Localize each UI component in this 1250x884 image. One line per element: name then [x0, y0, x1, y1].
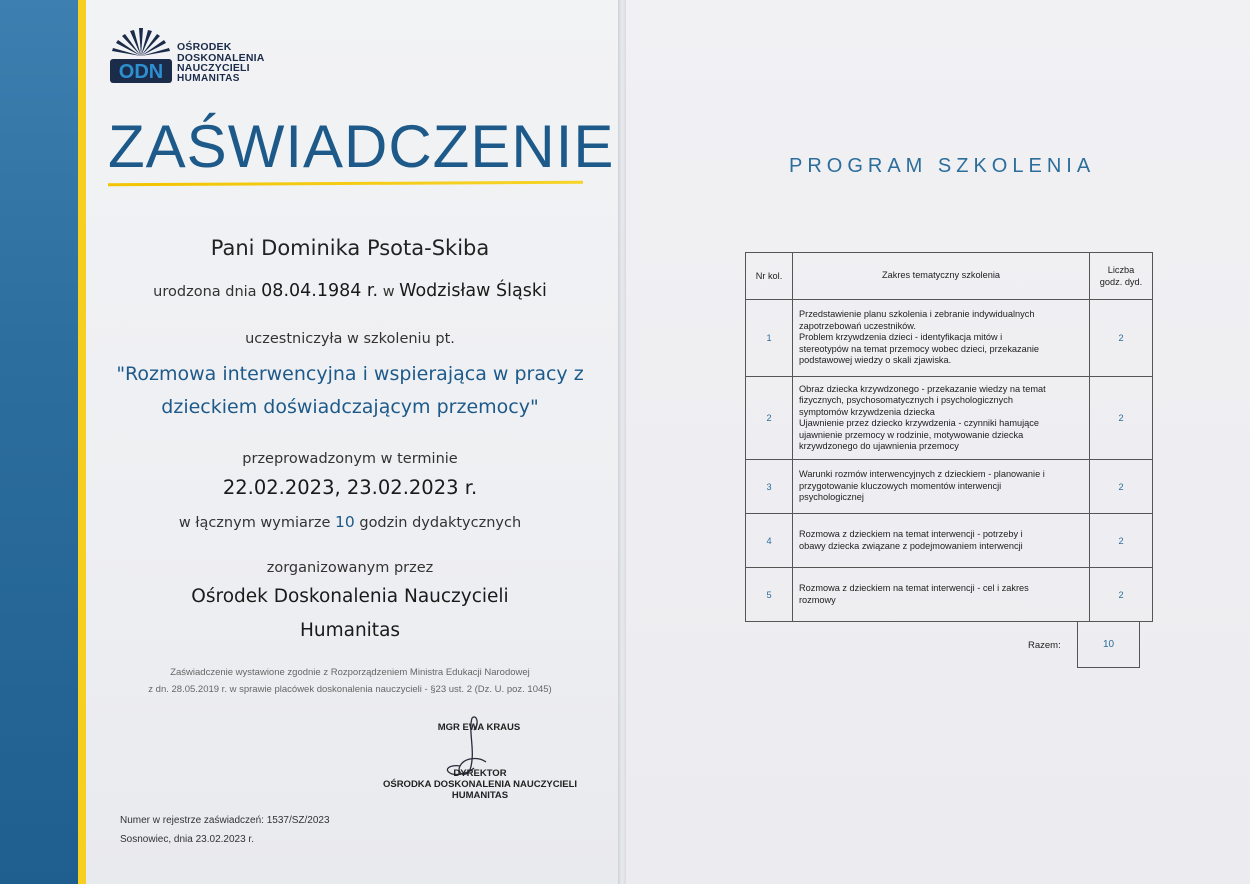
row-topic-line: zapotrzebowań uczestników. [799, 320, 916, 331]
organized-by-text: zorganizowanym przez [266, 560, 434, 576]
logo-line-1: OŚRODEK [177, 41, 232, 53]
signer-name: MGR EWA KRAUS [437, 722, 521, 733]
recipient-name: Pani Dominika Psota-Skiba [210, 236, 490, 260]
row-hours: 2 [1090, 460, 1153, 514]
row-topic-line: stereotypów na temat przemocy wobec dzieci, przekazanie [799, 343, 1040, 354]
row-topic [793, 377, 1090, 460]
row-hours: 2 [1090, 568, 1153, 622]
program-title: PROGRAM SZKOLENIA [789, 155, 1096, 177]
row-topic-line: Przedstawienie planu szkolenia i zebranie indywidualnych [799, 309, 1035, 320]
row-hours: 2 [1090, 300, 1153, 377]
row-topic-line: ujawnienie przemocy w rodzinie, motywowanie dziecka [799, 429, 1024, 440]
table-header-row [746, 253, 1153, 300]
row-topic-line: symptomów krzywdzenia dziecka [799, 406, 935, 417]
hours-suffix: godzin dydaktycznych [359, 515, 522, 531]
row-topic-line: rozmowy [799, 594, 836, 605]
training-dates: 22.02.2023, 23.02.2023 r. [222, 476, 478, 499]
born-date: 08.04.1984 r. [261, 281, 379, 301]
header-hours [1090, 253, 1153, 300]
table-row [746, 377, 1153, 460]
row-nr: 4 [746, 514, 793, 568]
logo-line-4: HUMANITAS [177, 72, 240, 84]
hours-line [100, 513, 600, 531]
row-nr: 5 [746, 568, 793, 622]
page-fold [618, 0, 626, 884]
header-topic: Zakres tematyczny szkolenia [793, 253, 1090, 300]
row-topic-line: Problem krzywdzenia dzieci - identyfikacja mitów i [799, 332, 1003, 343]
row-topic-line: krzywdzonego do ujawnienia przemocy [799, 441, 959, 451]
signer-role-line-2: OŚRODKA DOSKONALENIA NAUCZYCIELI [382, 779, 578, 790]
logo-line-3: NAUCZYCIELI [177, 62, 250, 74]
row-topic [793, 568, 1090, 622]
legal-note [100, 664, 600, 698]
table-row [746, 300, 1153, 377]
row-topic-line: Ujawnienie przez dziecko krzywdzenia - czynniki hamujące [799, 418, 1039, 428]
born-prefix: urodzona dnia [153, 284, 257, 300]
table-row [746, 514, 1153, 568]
row-topic-line: Rozmowa z dzieckiem na temat interwencji - potrzeby i [799, 529, 1023, 539]
born-place: Wodzisław Śląski [399, 281, 547, 301]
course-title-line-2: dzieckiem doświadczającym przemocy" [161, 396, 539, 418]
birth-line [100, 281, 600, 301]
hours-prefix: w łącznym wymiarze [178, 515, 331, 531]
register-number: Numer w rejestrze zaświadczeń: 1537/SZ/2023 [120, 815, 330, 826]
organizer-line-1: Ośrodek Doskonalenia Nauczycieli [191, 586, 509, 607]
hours-value: 10 [335, 513, 355, 531]
conducted-text: przeprowadzonym w terminie [242, 451, 458, 467]
table-row [746, 460, 1153, 514]
row-nr: 3 [746, 460, 793, 514]
row-hours: 2 [1090, 514, 1153, 568]
row-topic [793, 514, 1090, 568]
row-topic-line: Rozmowa z dzieckiem na temat interwencji - cel i zakres [799, 583, 1029, 593]
row-topic-line: przygotowanie kluczowych momentów interwencji [799, 480, 1002, 491]
certificate-title: ZAŚWIADCZENIE [108, 113, 615, 180]
row-topic-line: Obraz dziecka krzywdzonego - przekazanie wiedzy na temat [799, 383, 1046, 394]
total-value: 10 [1077, 621, 1140, 668]
born-in: w [382, 284, 395, 300]
row-topic-line: fizycznych, psychosomatycznych i psychologicznych [799, 395, 1013, 405]
participated-text: uczestniczyła w szkoleniu pt. [245, 331, 455, 347]
course-title [100, 358, 600, 424]
row-topic-line: podstawowej wiedzy o skali zjawiska. [799, 355, 952, 366]
place-date: Sosnowiec, dnia 23.02.2023 r. [120, 834, 254, 845]
row-topic-line: psychologicznej [799, 492, 864, 503]
header-hours-line-1: Liczba [1107, 265, 1135, 275]
total-label: Razem: [1028, 640, 1061, 651]
row-nr: 1 [746, 300, 793, 377]
header-hours-line-2: godz. dyd. [1099, 277, 1143, 287]
legal-note-line-2: z dn. 28.05.2019 r. w sprawie placówek doskonalenia nauczycieli - §23 ust. 2 (Dz. U. poz. 1045) [148, 684, 552, 695]
row-nr: 2 [746, 377, 793, 460]
row-topic [793, 460, 1090, 514]
row-topic [793, 300, 1090, 377]
row-topic-line: obawy dziecka związane z podejmowaniem interwencji [799, 540, 1023, 551]
svg-text:ODN: ODN [118, 61, 164, 83]
logo-text [177, 42, 265, 84]
legal-note-line-1: Zaświadczenie wystawione zgodnie z Rozporządzeniem Ministra Edukacji Narodowej [170, 667, 530, 678]
row-hours: 2 [1090, 377, 1153, 460]
row-topic-line: Warunki rozmów interwencyjnych z dzieckiem - planowanie i [799, 469, 1045, 480]
program-table [745, 252, 1153, 622]
course-title-line-1: "Rozmowa interwencyjna i wspierająca w pracy z [116, 363, 584, 385]
signer-role-line-1: DYREKTOR [453, 768, 507, 779]
signer-role-line-3: HUMANITAS [451, 790, 509, 801]
header-nr: Nr kol. [746, 253, 793, 300]
odn-logo-icon [108, 26, 174, 86]
organizer-line-2: Humanitas [299, 620, 401, 641]
signer-role [378, 768, 582, 801]
organizer [100, 580, 600, 648]
table-row [746, 568, 1153, 622]
logo-line-2: DOSKONALENIA [177, 51, 265, 64]
